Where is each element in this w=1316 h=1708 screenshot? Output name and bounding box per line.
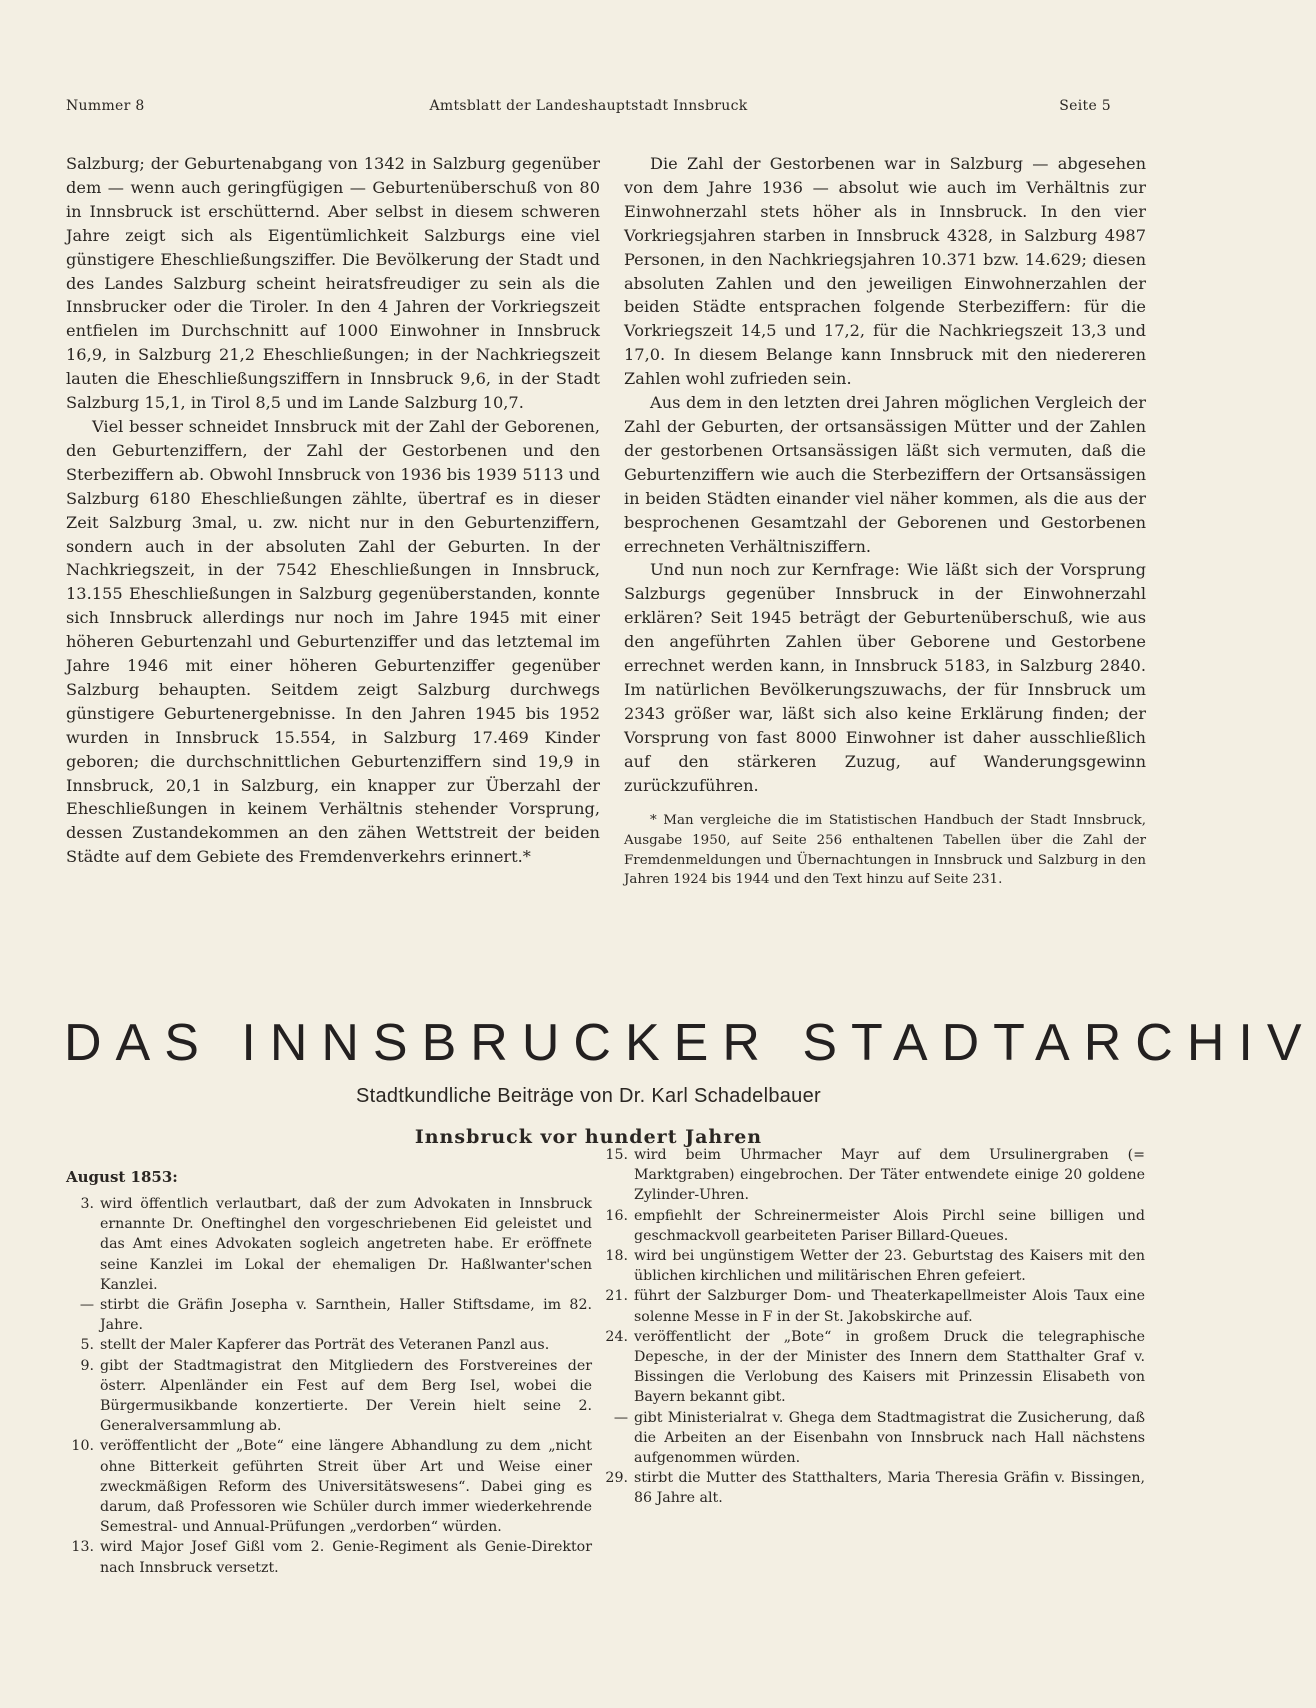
- month-heading: August 1853:: [66, 1168, 178, 1186]
- article-column-left: [66, 152, 600, 869]
- entry-text: führt der Salzburger Dom- und Theaterkapellmeister Alois Taux eine solenne Messe in F in der St. Jakobskirche auf.: [634, 1288, 1145, 1325]
- paragraph: Salzburg; der Geburtenabgang von 1342 in Salzburg gegenüber dem — wenn auch geringfügigen — Geburtenüberschuß von 80 in Innsbruck ist erschütternd. Aber selbst in diesem schweren Jahre zeigt sich als Eigentümlichkeit Salzburgs eine viel günstigere Eheschließungsziffer. Die Bevölkerung der Stadt und des Landes Salzburg scheint heiratsfreudiger zu sein als die Innsbrucker oder die Tiroler. In den 4 Jahren der Vorkriegszeit entfielen im Durchschnitt auf 1000 Einwohner in Innsbruck 16,9, in Salzburg 21,2 Eheschließungen; in der Nachkriegszeit lauten die Eheschließungsziffern in Innsbruck 9,6, in der Stadt Salzburg 15,1, in Tirol 8,5 und im Lande Salzburg 10,7.: [66, 154, 600, 413]
- archive-subtitle: Stadtkundliche Beiträge von Dr. Karl Schadelbauer: [356, 1085, 821, 1107]
- entry-day: 16.: [605, 1207, 628, 1224]
- chronicle-entry: [600, 1246, 1145, 1286]
- article-column-right: [624, 152, 1146, 890]
- chronicle-entry: [66, 1194, 592, 1295]
- chronicle-entry: [600, 1206, 1145, 1246]
- entry-day: 13.: [71, 1539, 94, 1556]
- chronicle-entry: [66, 1335, 592, 1355]
- entry-text: stellt der Maler Kapferer das Porträt des Veteranen Panzl aus.: [100, 1337, 550, 1354]
- chronicle-entry: [66, 1356, 592, 1437]
- entry-day: 5.: [80, 1337, 94, 1354]
- chronicle-entry: [600, 1408, 1145, 1469]
- entry-day: 10.: [71, 1438, 94, 1455]
- entry-text: wird öffentlich verlautbart, daß der zum Advokaten in Innsbruck ernannte Dr. Oneftinghel den vorgeschriebenen Eid geleistet und das Amt eines Advokaten sogleich angetreten habe. Er eröffnete seine Kanzlei im Lokal der ehemaligen Dr. Haßlwanter'schen Kanzlei.: [100, 1196, 592, 1293]
- entry-day: 24.: [605, 1328, 628, 1345]
- entry-text: gibt Ministerialrat v. Ghega dem Stadtmagistrat die Zusicherung, daß die Arbeiten an der Eisenbahn von Innsbruck nach Hall nächstens aufgenommen würden.: [634, 1409, 1145, 1467]
- page-header: [66, 98, 1111, 120]
- paragraph: Aus dem in den letzten drei Jahren möglichen Vergleich der Zahl der Geburten, der ortsansässigen Mütter und der Zahlen der gestorbenen Ortsansässigen läßt sich vermuten, daß die Geburtenziffern wie auch die Sterbeziffern der Ortsansässigen in beiden Städten einander viel näher kommen, als die aus der besprochenen Gesamtzahl der Geborenen und Gestorbenen errechneten Verhältnisziffern.: [624, 393, 1146, 556]
- entry-text: wird beim Uhrmacher Mayr auf dem Ursulinergraben (= Marktgraben) eingebrochen. Der Täter entwendete einige 20 goldene Zylinder-Uhren.: [634, 1147, 1145, 1204]
- paragraph: Und nun noch zur Kernfrage: Wie läßt sich der Vorsprung Salzburgs gegenüber Innsbruck in der Einwohnerzahl erklären? Seit 1945 beträgt der Geburtenüberschuß, wie aus den angeführten Zahlen über Geborene und Gestorbene errechnet werden kann, in Innsbruck 5183, in Salzburg 2840. Im natürlichen Bevölkerungszuwachs, der für Innsbruck um 2343 größer war, läßt sich also keine Erklärung finden; der Vorsprung von fast 8000 Einwohner ist daher ausschließlich auf den stärkeren Zuzug, auf Wanderungsgewinn zurückzuführen.: [624, 560, 1146, 795]
- entry-day: 21.: [605, 1288, 628, 1305]
- entry-text: gibt der Stadtmagistrat den Mitgliedern des Forstvereines der österr. Alpenländer ein Fest auf dem Berg Isel, wobei die Bürgermusikbande konzertierte. Der Verein hielt seine 2. Generalversammlung ab.: [100, 1357, 592, 1435]
- chronicle-entry: [600, 1468, 1145, 1508]
- page-number: Seite 5: [1059, 98, 1111, 114]
- chronicle-entry: [66, 1295, 592, 1335]
- entry-text: stirbt die Gräfin Josepha v. Sarnthein, Haller Stiftsdame, im 82. Jahre.: [100, 1297, 592, 1334]
- chronicle-column-right: [600, 1145, 1145, 1509]
- archive-banner-title: DAS INNSBRUCKER STADTARCHIV: [64, 1014, 1316, 1072]
- entry-day: 15.: [605, 1147, 628, 1163]
- entry-day: 29.: [605, 1470, 628, 1487]
- entry-day: 3.: [80, 1196, 94, 1212]
- entry-day: 9.: [80, 1357, 94, 1374]
- footnote: * Man vergleiche die im Statistischen Handbuch der Stadt Innsbruck, Ausgabe 1950, auf Seite 256 enthaltenen Tabellen über die Zahl der Fremdenmeldungen und Übernachtungen in Innsbruck und Salzburg in den Jahren 1924 bis 1944 und den Text hinzu auf Seite 231.: [624, 813, 1146, 888]
- chronicle-entry: [66, 1537, 592, 1577]
- paragraph: Viel besser schneidet Innsbruck mit der Zahl der Geborenen, den Geburtenziffern, der Zahl der Gestorbenen und den Sterbeziffern ab. Obwohl Innsbruck von 1936 bis 1939 5113 und Salzburg 6180 Eheschließungen zählte, übertraf es in dieser Zeit Salzburg 3mal, u. zw. nicht nur in den Geburtenziffern, sondern auch in der absoluten Zahl der Geburten. In der Nachkriegszeit, in der 7542 Eheschließungen in Innsbruck, 13.155 Eheschließungen in Salzburg gegenüberstanden, konnte sich Innsbruck allerdings nur noch im Jahre 1945 mit einer höheren Geburtenzahl und Geburtenziffer und das letztemal im Jahre 1946 mit einer höheren Geburtenziffer gegenüber Salzburg behaupten. Seitdem zeigt Salzburg durchwegs günstigere Geburtenergebnisse. In den Jahren 1945 bis 1952 wurden in Innsbruck 15.554, in Salzburg 17.469 Kinder geboren; die durchschnittlichen Geburtenziffern sind 19,9 in Innsbruck, 20,1 in Salzburg, ein knapper zur Überzahl der Eheschließungen in keinem Verhältnis stehender Vorsprung, dessen Zustandekommen an den zähen Wettstreit der beiden Städte auf dem Gebiete des Fremdenverkehrs erinnert.*: [66, 416, 600, 867]
- chronicle-column-left: [66, 1194, 592, 1578]
- chronicle-entry: [600, 1286, 1145, 1326]
- entry-text: stirbt die Mutter des Statthalters, Maria Theresia Gräfin v. Bissingen, 86 Jahre alt.: [634, 1470, 1145, 1507]
- publication-title: Amtsblatt der Landeshauptstadt Innsbruck: [429, 98, 748, 114]
- chronicle-entry: [66, 1436, 592, 1537]
- entry-text: veröffentlicht der „Bote“ eine längere Abhandlung zu dem „nicht ohne Bitterkeit geführten Streit über Art und Weise einer zweckmäßigen Reform des Universitätswesens“. Dabei ging es darum, daß Professoren wie Schüler durch immer wiederkehrende Semestral- und Annual-Prüfungen „verdorben“ würden.: [100, 1438, 592, 1536]
- entry-day: 18.: [605, 1248, 628, 1265]
- chronicle-entry: [600, 1145, 1145, 1206]
- entry-text: wird Major Josef Gißl vom 2. Genie-Regiment als Genie-Direktor nach Innsbruck versetzt.: [100, 1539, 592, 1576]
- paragraph: Die Zahl der Gestorbenen war in Salzburg — abgesehen von dem Jahre 1936 — absolut wie auch im Verhältnis zur Einwohnerzahl stets höher als in Innsbruck. In den vier Vorkriegsjahren starben in Innsbruck 4328, in Salzburg 4987 Personen, in den Nachkriegsjahren 10.371 bzw. 14.629; diesen absoluten Zahlen und den jeweiligen Einwohnerzahlen der beiden Städte entsprachen folgende Sterbeziffern: für die Vorkriegszeit 14,5 und 17,2, für die Nachkriegszeit 13,3 und 17,0. In diesem Belange kann Innsbruck mit den niedereren Zahlen wohl zufrieden sein.: [624, 154, 1146, 389]
- issue-number: Nummer 8: [66, 98, 145, 114]
- entry-text: veröffentlicht der „Bote“ in großem Druck die telegraphische Depesche, in der der Minister des Innern dem Statthalter Graf v. Bissingen die Verlobung des Kaisers mit Prinzessin Elisabeth von Bayern bekannt gibt.: [634, 1328, 1145, 1406]
- entry-day: —: [79, 1297, 94, 1314]
- section-title: Innsbruck vor hundert Jahren: [414, 1126, 763, 1148]
- entry-day: —: [613, 1409, 628, 1426]
- entry-text: empfiehlt der Schreinermeister Alois Pirchl seine billigen und geschmackvoll gearbeiteten Pariser Billard-Queues.: [634, 1207, 1145, 1244]
- chronicle-entry: [600, 1327, 1145, 1408]
- entry-text: wird bei ungünstigem Wetter der 23. Geburtstag des Kaisers mit den üblichen kirchlichen und militärischen Ehren gefeiert.: [634, 1248, 1145, 1285]
